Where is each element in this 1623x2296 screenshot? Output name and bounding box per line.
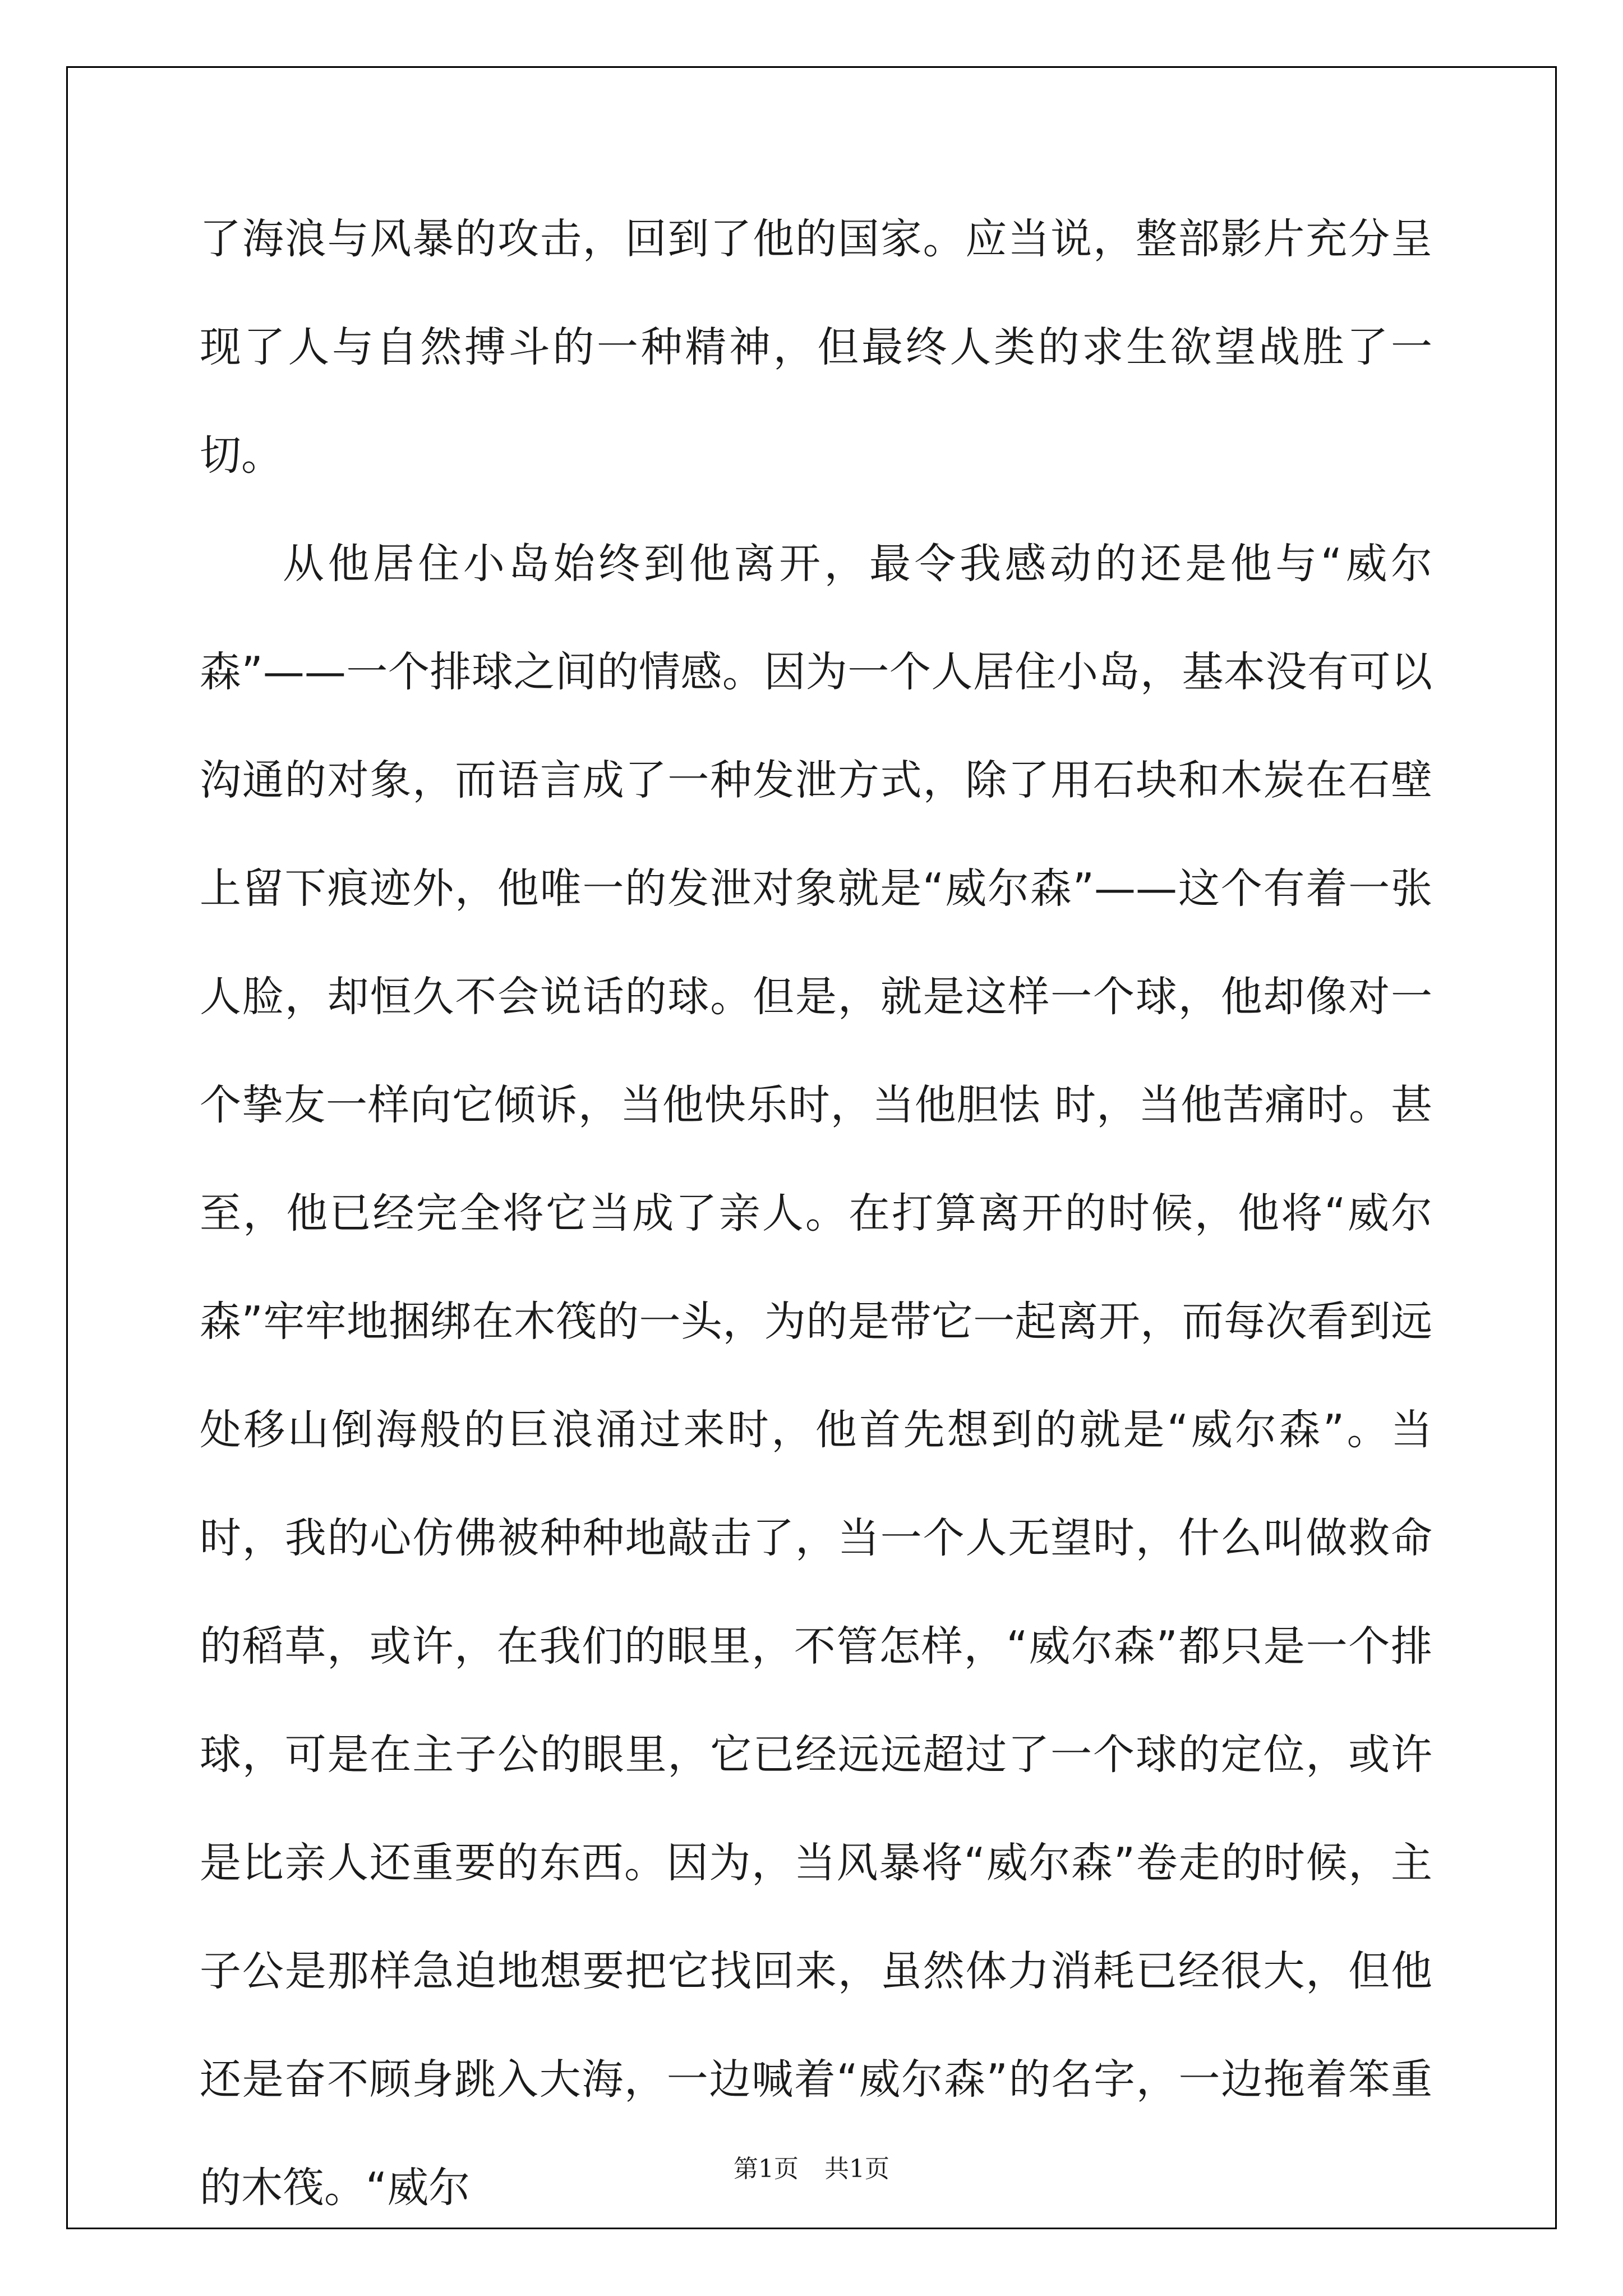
paragraph-2: 从他居住小岛始终到他离开，最令我感动的还是他与“威尔森”——一个排球之间的情感。因为一个人居住小岛，基本没有可以沟通的对象，而语言成了一种发泄方式，除了用石块和木炭在石壁上留下痕迹外，他唯一的发泄对象就是“威尔森”——这个有着一张人脸，却恒久不会说话的球。但是，就是这样一个球，他却像对一个挚友一样向它倾诉，当他快乐时，当他胆怯 时，当他苦痛时。甚至，他已经完全将它当成了亲人。在打算离开的时候，他将“威尔森”牢牢地捆绑在木筏的一头，为的是带它一起离开，而每次看到远处移山倒海般的巨浪涌过来时，他首先想到的就是“威尔森”。当时，我的心仿佛被种种地敲击了，当一个人无望时，什么叫做救命的稻草，或许，在我们的眼里，不管怎样，“威尔森”都只是一个排球，可是在主子公的眼里，它已经远远超过了一个球的定位，或许是比亲人还重要的东西。因为，当风暴将“威尔森”卷走的时候，主子公是那样急迫地想要把它找回来，虽然体力消耗已经很大，但他还是奋不顾身跳入大海，一边喊着“威尔森”的名字，一边拖着笨重的木筏。“威尔: [200, 540, 1432, 2212]
page-total: 共1页: [824, 2155, 889, 2183]
document-body: [200, 185, 1432, 2242]
paragraph-1: 了海浪与风暴的攻击，回到了他的国家。应当说，整部影片充分呈现了人与自然搏斗的一种精神，但最终人类的求生欲望战胜了一切。: [200, 215, 1432, 480]
page-number: 第1页: [734, 2155, 799, 2183]
page-footer: [0, 2148, 1623, 2184]
